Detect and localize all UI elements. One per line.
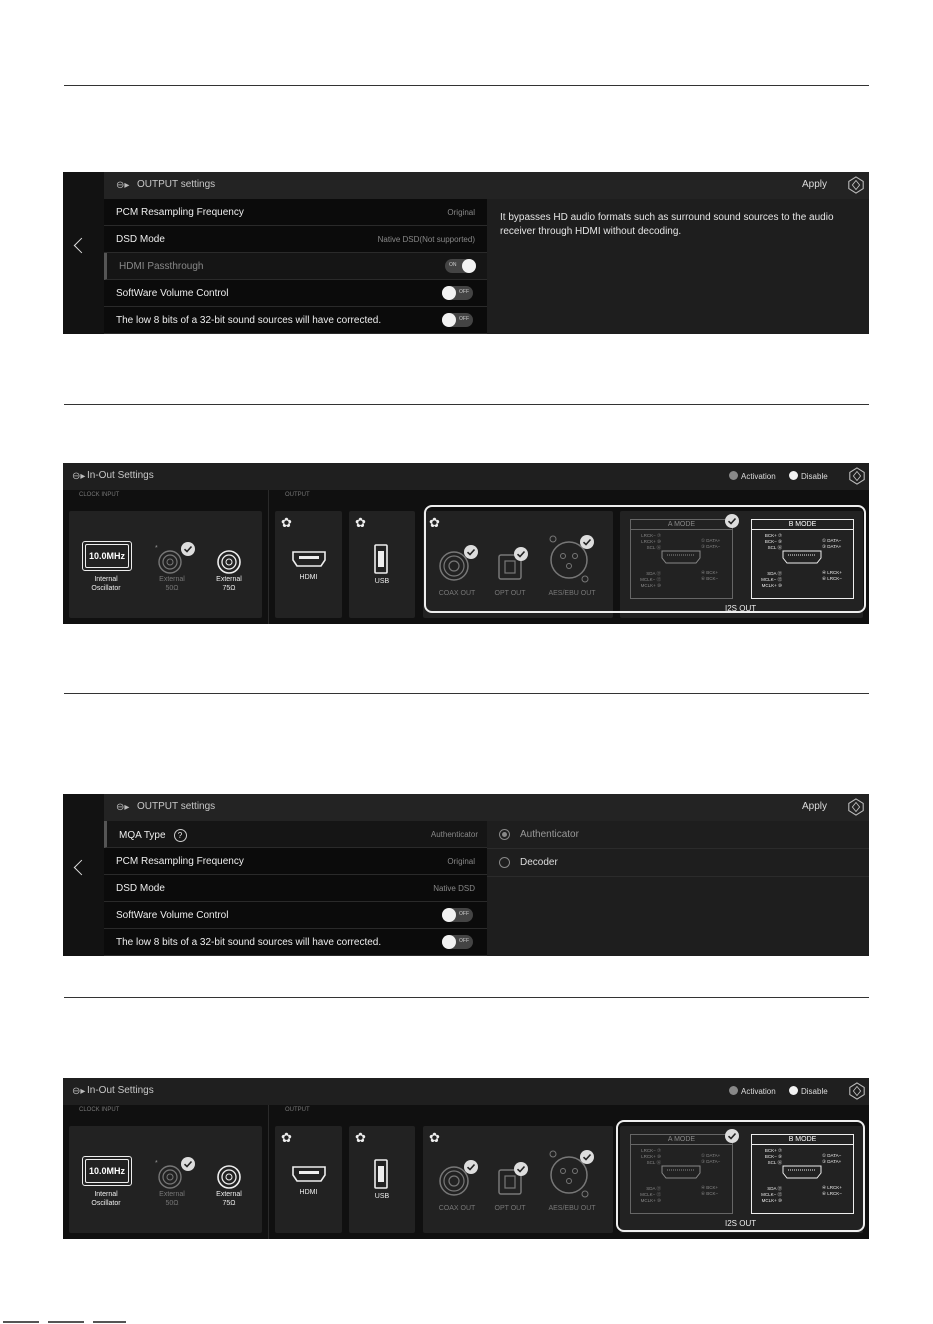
oscillator-frequency: 10.0MHz	[88, 551, 125, 561]
setting-value: Original	[447, 208, 475, 217]
external-50-label: External 50Ω	[159, 1191, 185, 1207]
setting-row-pcm-resampling[interactable]	[104, 848, 487, 875]
setting-value: Authenticator	[430, 830, 478, 839]
description-pane	[487, 199, 869, 334]
output-settings-panel	[63, 172, 869, 334]
setting-label: DSD Mode	[116, 883, 165, 894]
star-marker: *	[155, 545, 158, 552]
usb-output-card[interactable]	[349, 1126, 415, 1233]
panel-title: OUTPUT settings	[137, 179, 216, 190]
toggle-state: OFF	[459, 938, 469, 944]
setting-row-software-volume[interactable]	[104, 902, 487, 929]
digital-output-card	[423, 1126, 613, 1233]
setting-label: SoftWare Volume Control	[116, 910, 229, 921]
output-section-label: OUTPUT	[285, 492, 310, 498]
logo-icon	[848, 467, 866, 485]
highlight-frame	[424, 505, 866, 613]
hdmi-port-icon	[291, 549, 327, 569]
bnc-connector-icon[interactable]	[214, 547, 244, 577]
clock-input-card	[69, 1126, 262, 1233]
chevron-left-icon	[74, 238, 90, 254]
gear-icon[interactable]: ✿	[355, 1130, 366, 1145]
internal-oscillator-label: Internal Oscillator	[91, 576, 121, 592]
setting-label: PCM Resampling Frequency	[116, 207, 244, 218]
setting-label: HDMI Passthrough	[119, 261, 204, 272]
help-icon[interactable]: ?	[174, 829, 187, 842]
a-mode-label: A MODE	[631, 1135, 732, 1145]
usb-port-icon	[373, 543, 389, 575]
section-divider	[268, 1105, 269, 1239]
toggle-state: OFF	[459, 289, 469, 295]
hdmi-label: HDMI	[299, 1189, 318, 1196]
bottom-mark	[93, 1321, 126, 1323]
usb-label: USB	[374, 1193, 390, 1200]
panel-title: In-Out Settings	[87, 470, 154, 481]
section-divider	[268, 490, 269, 624]
opt-out-label: OPT OUT	[494, 1205, 526, 1212]
usb-port-icon	[373, 1158, 389, 1190]
panel-header	[63, 1078, 869, 1105]
back-button[interactable]	[63, 794, 104, 956]
setting-value: Native DSD(Not supported)	[377, 235, 475, 244]
a-pin-list-left: LRCK− ⑦ LRCK+ ⑩ SCL ⑯ SDA ⑮ MCLK− ⑫ MCLK+ ⑩	[640, 533, 661, 588]
external-75-label: External 75Ω	[216, 1191, 242, 1207]
logo-icon	[848, 1082, 866, 1100]
separator-rule	[64, 997, 869, 998]
legend-disable	[789, 1086, 828, 1096]
low-bits-toggle[interactable]	[442, 313, 473, 327]
clock-input-section-label: CLOCK INPUT	[79, 492, 120, 498]
back-button[interactable]	[63, 172, 104, 334]
coax-out-label: COAX OUT	[438, 590, 476, 597]
software-volume-toggle[interactable]	[442, 286, 473, 300]
legend-disable	[789, 471, 828, 481]
b-pin-list-right: ① DATA− ③ DATA+ ④ LRCK+ ⑥ LRCK−	[822, 1153, 842, 1196]
a-pin-list-right: ① DATA+ ③ DATA− ④ BCK+ ⑥ BCK−	[701, 538, 721, 581]
bottom-mark	[3, 1321, 39, 1323]
clock-input-card	[69, 511, 262, 618]
bottom-mark	[48, 1321, 84, 1323]
setting-label: The low 8 bits of a 32-bit sound sources will have corrected.	[116, 937, 382, 948]
option-label: Authenticator	[520, 829, 579, 840]
b-pin-list-left: BCK+ ⑦ BCK− ⑨ SCL ⑯ SDA ⑮ MCLK− ⑫ MCLK+ ⑩	[761, 1148, 782, 1203]
input-output-icon: ⊖▸	[72, 1086, 86, 1097]
setting-row-pcm-resampling[interactable]	[104, 199, 487, 226]
description-text: It bypasses HD audio formats such as surround sound sources to the audio receiver through HDMI without decoding.	[500, 212, 834, 237]
legend-activation	[729, 471, 776, 481]
toggle-state: OFF	[459, 911, 469, 917]
b-pin-list-right: ① DATA− ③ DATA+ ④ LRCK+ ⑥ LRCK−	[822, 538, 842, 581]
check-icon	[463, 1159, 479, 1175]
option-label: Decoder	[520, 857, 558, 868]
setting-row-low-bits[interactable]	[104, 929, 487, 956]
a-pin-list-right: ① DATA+ ③ DATA− ④ BCK+ ⑥ BCK−	[701, 1153, 721, 1196]
setting-label: SoftWare Volume Control	[116, 288, 229, 299]
gear-icon[interactable]: ✿	[429, 515, 440, 530]
setting-row-mqa-type[interactable]	[104, 821, 490, 848]
logo-icon	[847, 798, 865, 816]
toggle-state: OFF	[459, 316, 469, 322]
chevron-left-icon	[74, 860, 90, 876]
hdmi-output-card[interactable]	[275, 1126, 342, 1233]
legend-label: Activation	[741, 472, 776, 481]
opt-out-label: OPT OUT	[494, 590, 526, 597]
radio-button[interactable]	[499, 829, 510, 840]
logo-icon	[847, 176, 865, 194]
setting-label: PCM Resampling Frequency	[116, 856, 244, 867]
setting-row-dsd-mode[interactable]	[104, 875, 487, 902]
internal-oscillator-label: Internal Oscillator	[91, 1191, 121, 1207]
internal-oscillator-button[interactable]	[82, 541, 132, 571]
panel-header	[63, 463, 869, 490]
i2s-out-label: I2S OUT	[725, 1219, 757, 1228]
gear-icon[interactable]: ✿	[355, 515, 366, 530]
in-out-settings-panel	[63, 1078, 869, 1239]
b-mode-label: B MODE	[752, 520, 853, 530]
coax-out-label: COAX OUT	[438, 1205, 476, 1212]
setting-row-software-volume[interactable]	[104, 280, 487, 307]
star-marker: *	[155, 1160, 158, 1167]
setting-row-hdmi-passthrough[interactable]	[104, 253, 490, 280]
check-icon	[180, 1156, 196, 1172]
highlight-frame	[616, 1120, 865, 1232]
apply-button[interactable]: Apply	[801, 801, 827, 812]
a-pin-list-left: LRCK− ⑦ LRCK+ ⑩ SCL ⑯ SDA ⑮ MCLK− ⑫ MCLK+ ⑩	[640, 1148, 661, 1203]
setting-row-dsd-mode[interactable]	[104, 226, 487, 253]
b-mode-label: B MODE	[752, 1135, 853, 1145]
software-volume-toggle[interactable]	[442, 908, 473, 922]
usb-output-card[interactable]	[349, 511, 415, 618]
input-output-icon: ⊖▸	[116, 180, 130, 191]
input-output-icon: ⊖▸	[116, 802, 130, 813]
separator-rule	[64, 85, 869, 86]
hdmi-output-card[interactable]	[275, 511, 342, 618]
internal-oscillator-button[interactable]	[82, 1156, 132, 1186]
option-authenticator[interactable]	[487, 821, 869, 849]
gear-icon[interactable]: ✿	[429, 1130, 440, 1145]
check-icon	[513, 1161, 529, 1177]
setting-value: Native DSD	[433, 884, 475, 893]
low-bits-toggle[interactable]	[442, 935, 473, 949]
setting-label: The low 8 bits of a 32-bit sound sources will have corrected.	[116, 315, 382, 326]
output-settings-panel	[63, 794, 869, 956]
bnc-connector-icon[interactable]	[214, 1162, 244, 1192]
usb-label: USB	[374, 578, 390, 585]
toggle-state: ON	[449, 262, 457, 268]
apply-button[interactable]: Apply	[801, 179, 827, 190]
legend-label: Disable	[801, 1087, 828, 1096]
clock-input-section-label: CLOCK INPUT	[79, 1107, 120, 1113]
gear-icon[interactable]: ✿	[281, 1130, 292, 1145]
legend-activation	[729, 1086, 776, 1096]
i2s-out-label: I2S OUT	[725, 604, 757, 613]
input-output-icon: ⊖▸	[72, 471, 86, 482]
hdmi-passthrough-toggle[interactable]	[445, 259, 476, 273]
separator-rule	[64, 693, 869, 694]
settings-list	[104, 199, 487, 334]
setting-label: DSD Mode	[116, 234, 165, 245]
panel-header	[104, 172, 869, 199]
external-50-label: External 50Ω	[159, 576, 185, 592]
separator-rule	[64, 404, 869, 405]
option-decoder[interactable]	[487, 849, 869, 877]
hdmi-port-icon	[291, 1164, 327, 1184]
check-icon	[180, 541, 196, 557]
panel-title: OUTPUT settings	[137, 801, 216, 812]
in-out-settings-panel	[63, 463, 869, 624]
aes-ebu-out-label: AES/EBU OUT	[548, 1205, 596, 1212]
setting-label: MQA Type ?	[119, 829, 187, 842]
panel-header	[104, 794, 869, 821]
output-section-label: OUTPUT	[285, 1107, 310, 1113]
hdmi-label: HDMI	[299, 574, 318, 581]
legend-label: Disable	[801, 472, 828, 481]
settings-list	[104, 821, 487, 956]
panel-title: In-Out Settings	[87, 1085, 154, 1096]
a-mode-label: A MODE	[631, 520, 732, 530]
aes-ebu-out-label: AES/EBU OUT	[548, 590, 596, 597]
radio-button[interactable]	[499, 857, 510, 868]
b-pin-list-left: BCK+ ⑦ BCK− ⑨ SCL ⑯ SDA ⑮ MCLK− ⑫ MCLK+ ⑩	[761, 533, 782, 588]
external-75-label: External 75Ω	[216, 576, 242, 592]
setting-value: Original	[447, 857, 475, 866]
gear-icon[interactable]: ✿	[281, 515, 292, 530]
check-icon	[579, 1149, 595, 1165]
setting-row-low-bits[interactable]	[104, 307, 487, 334]
legend-label: Activation	[741, 1087, 776, 1096]
oscillator-frequency: 10.0MHz	[88, 1166, 125, 1176]
options-pane	[487, 821, 869, 956]
